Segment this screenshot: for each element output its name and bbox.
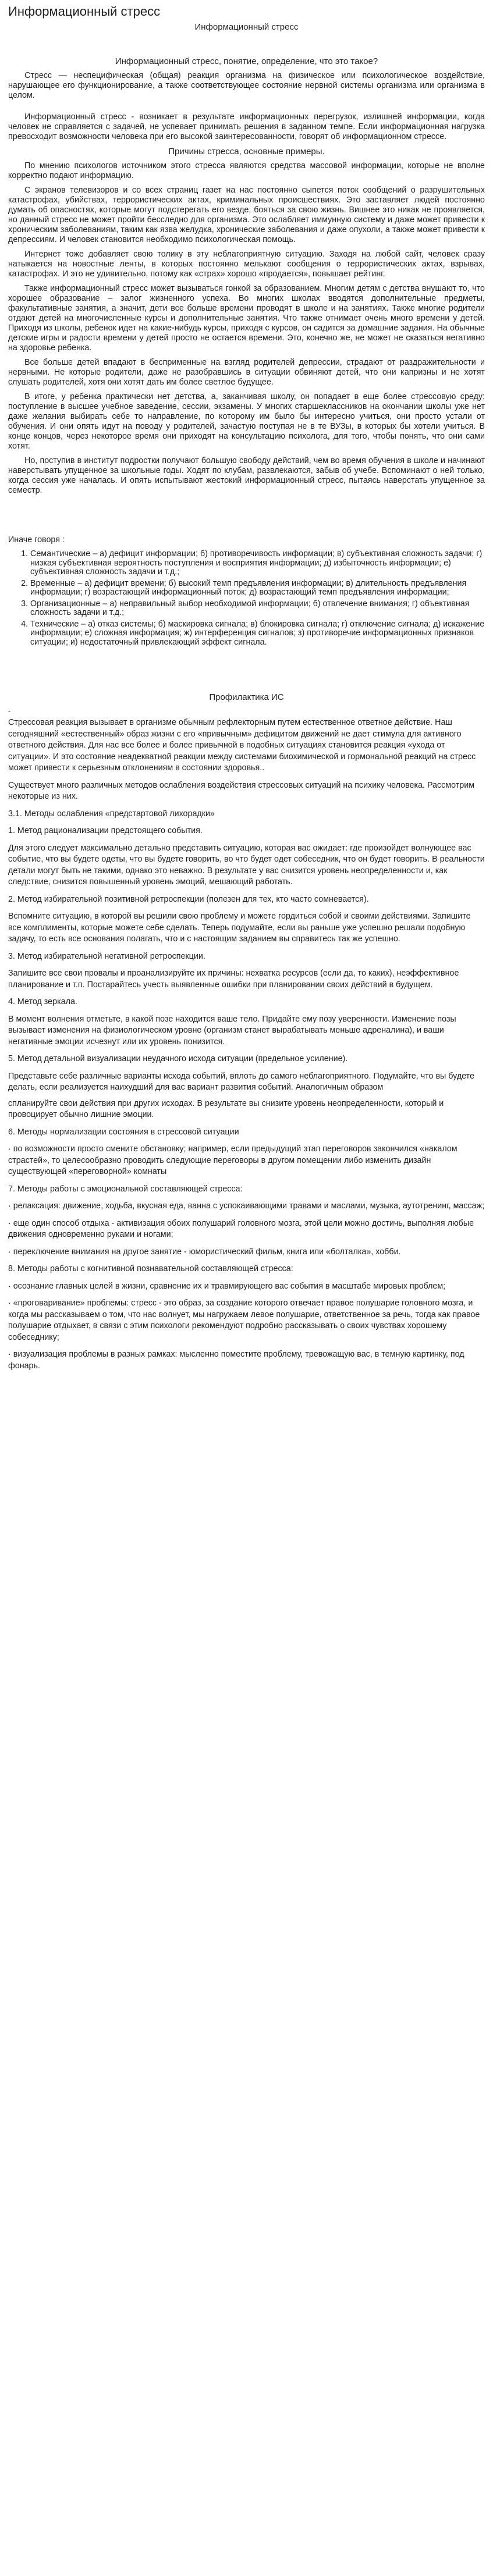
prevention-paragraph: 3.1. Методы ослабления «предстартовой лихорадки» [8,809,215,819]
prevention-paragraph: · по возможности просто смените обстановку; например, если предыдущий этап переговоров закончился «накалом страстей», то целесообразно проводить следующие переговоры в другом помещении либо изменить дизайн существующей «переговорной» комнаты [8,1144,457,1176]
prevention-paragraph: 2. Метод избирательной позитивной ретроспекции (полезен для тех, кто часто сомневается). [8,894,369,904]
prevention-paragraph: 6. Методы нормализации состояния в стрессовой ситуации [8,1127,239,1137]
list-intro: Иначе говоря : [8,535,65,545]
causes-paragraph: Интернет тоже добавляет свою толику в эту неблагоприятную ситуацию. Заходя на любой сайт, человек сразу натыкается на новостные ленты, в которых постоянно мелькают сообщения о террористических актах, взрывах, катастрофах. И это не удивительно, потому как «страх» хорошо «продается», повышает рейтинг. [8,250,485,279]
prevention-paragraph: 7. Методы работы с эмоциональной составляющей стресса: [8,1184,243,1194]
prevention-paragraph: 1. Метод рационализации предстоящего события. [8,826,203,835]
prevention-paragraph: · еще один способ отдыха - активизация обоих полушарий головного мозга, этой цели можно достичь, выполняя любые движения одновременно руками и ногами; [8,1218,474,1239]
causes-paragraph: Все больше детей впадают в бесприменные на взгляд родителей депрессии, страдают от раздражительности и нервными. Не которые родители, даже не разобравшись в ситуации обвиняют детей, что они капризны и не хотят слушать родителей, хотя они хотят дать им более светлое будущее. [8,358,485,387]
prevention-paragraph: Стрессовая реакция вызывает в организме обычным рефлекторным путем естественное ответное действие. Наш сегодняшний «естественный» образ жизни с его «привычным» дефицитом движений не дает стимула для активного ответного действия. Для нас все более и более привычной в подобных ситуациях становится реакция «ухода от ситуации». И это состояние неадекватной реакции между системами биохимической и гормональной реакций на стресс может привести к серьезным отклонениям в состоянии здоровья.. [8,718,476,773]
document [0,3,493,1372]
prevention-paragraph: 3. Метод избирательной негативной ретроспекции. [8,951,205,961]
definition-heading: Информационный стресс, понятие, определение, что это такое? [115,56,378,66]
list-item: 3. Организационные – а) неправильный выбор необходимой информации; б) отвлечение внимания; г) объективная сложность задачи и т.д.; [30,600,485,618]
prevention-paragraph: · «проговаривание» проблемы: стресс - это образ, за создание которого отвечает правое полушарие головного мозга, и когда мы рассказываем о том, что нас волнует, мы нагружаем левое полушарие, ответственное за речь, тогда как правое полушарие отдыхает, в связи с этим психологи рекомендуют подробно рассказывать о своих чувствах хорошему собеседнику; [8,1298,480,1342]
stress-factors-list [30,550,485,647]
prevention-paragraph: Представьте себе различные варианты исхода событий, вплоть до самого неблагоприятного. Подумайте, что вы будете делать, если реализуется наихудший для вас вариант развития событий. Аналогичным образом [8,1071,475,1092]
info-stress-paragraph: Информационный стресс - возникает в результате информационных перегрузок, излишней информации, когда человек не справляется с задачей, не успевает принимать решения в заданном темпе. Если информационная нагрузка превосходит возможности человека при его высокой заинтересованности, говорят об информационном стрессе. [8,112,485,141]
prevention-section [8,717,485,1372]
prevention-paragraph: · релаксация: движение, ходьба, вкусная еда, ванна с успокаивающими травами и маслами, музыка, аутотренинг, массаж; [8,1201,485,1211]
prevention-paragraph: Существует много различных методов ослабления воздействия стрессовых ситуаций на психику человека. Рассмотрим некоторые из них. [8,780,475,801]
list-item: 1. Семантические – а) дефицит информации; б) противоречивость информации; в) субъективная сложность задачи; г) низкая субъективная вероятность поступления и восприятия информации; д) избыточность информации; е) субъективная сложность задачи и т.д.; [30,550,485,577]
prevention-paragraph: Вспомните ситуацию, в которой вы решили свою проблему и можете гордиться собой и своими действиями. Запишите все комплименты, которые можете себе сделать. Теперь подумайте, если вы раньше уже успешно решали подобную задачу, то есть все основания полагать, что и с настоящим заданием вы справитесь так же успешно. [8,912,471,944]
prevention-paragraph: Для этого следует максимально детально представить ситуацию, которая вас ожидает: где произойдет волнующее вас событие, что вы будете одеты, что вы будете говорить, во что будет одет собеседник, что он будет говорить. В реальности детали могут быть не такими, однако это неважно. В результате у вас снизится уровень неопределенности и, как следствие, снизится повышенный уровень эмоций, мешающий работать. [8,843,485,887]
causes-paragraph: Но, поступив в институт подростки получают большую свободу действий, чем во время обучения в школе и начинают наверстывать упущенное за школьные годы. Ходят по клубам, развлекаются, забыв об учебе. Вспоминают о ней только, когда сессия уже началась. И опять испытывают жестокий информационный стресс, пытаясь наверстать упущенное за семестр. [8,456,485,495]
prevention-paragraph: 4. Метод зеркала. [8,997,77,1006]
prevention-paragraph: Запишите все свои провалы и проанализируйте их причины: нехватка ресурсов (если да, то каких), неэффективное планирование и т.п. Постарайтесь учесть выявленные ошибки при планировании своих действий в будущем. [8,969,459,990]
list-item: 4. Технические – а) отказ системы; б) маскировка сигнала; в) блокировка сигнала; г) отключение сигнала; д) искажение информации; е) сложная информация; ж) интерференция сигналов; з) противоречие информационных признаков ситуации; и) недостаточный привлекающий эффект сигнала. [30,620,485,647]
causes-paragraph: Также информационный стресс может вызываться гонкой за образованием. Многим детям с детства внушают то, что хорошее образование – залог жизненного успеха. Во многих школах вводятся дополнительные предметы, факультативные занятия, а значит, дети все больше времени проводят в школе и на занятиях. Также многие родители отдают детей на многочисленные курсы и дополнительные занятия. Что также отнимает очень много времени у детей. Приходя из школы, ребенок идет на какие-нибудь курсы, приходя с курсов, он садится за домашние задания. На обычные детские игры и радости времени у детей просто не остается времени. Это, конечно же, не может не сказаться негативно на здоровье ребенка. [8,284,485,353]
stray-mark: - [8,707,10,715]
prevention-heading: Профилактика ИС [209,692,284,702]
prevention-paragraph: · визуализация проблемы в разных рамках: мысленно поместите проблему, тревожащую вас, в темную картинку, под фонарь. [8,1350,464,1371]
prevention-paragraph: · осознание главных целей в жизни, сравнение их и травмирующего вас события в масштабе мировых проблем; [8,1281,446,1291]
causes-paragraph: В итоге, у ребенка практически нет детства, а, заканчивая школу, он попадает в еще более стрессовую среду: поступление в высшее учебное заведение, сессии, экзамены. У многих старшеклассников на окончании школы уже нет даже желания выбирать себе то направление, по которому им было бы интересно учиться, они просто устали от обучения. И они опять идут на поводу у родителей, зачастую поступая не в те ВУЗы, в которых бы хотели учиться. В конце концов, через некоторое время они приходят на консультацию психолога, для того, чтобы понять, что они сами хотят. [8,392,485,451]
page-subtitle: Информационный стресс [194,22,299,32]
prevention-paragraph: спланируйте свои действия при других исходах. В результате вы снизите уровень неопределенности, который и провоцирует обычно лишние эмоции. [8,1098,444,1119]
prevention-paragraph: · переключение внимания на другое занятие - юмористический фильм, книга или «болталка», хобби. [8,1247,401,1257]
causes-paragraph: По мнению психологов источником этого стресса являются средства массовой информации, которые не вполне корректно подают информацию. [8,161,485,180]
definition-paragraph: Стресс — неспецифическая (общая) реакция организма на физическое или психологическое воздействие, нарушающее его функционирование, а также соответствующее состояние нервной системы организма или организма в целом. [8,71,485,100]
list-item: 2. Временные – а) дефицит времени; б) высокий темп предъявления информации; в) длительность предъявления информации; г) возрастающий информационный поток; д) возрастающий темп предъявления информации; [30,579,485,597]
prevention-paragraph: 5. Метод детальной визуализации неудачного исхода ситуации (предельное усиление). [8,1054,348,1063]
prevention-paragraph: В момент волнения отметьте, в какой позе находится ваше тело. Придайте ему позу уверенности. Изменение позы вызывает изменения на физиологическом уровне (организм станет вырабатывать меньше адреналина), и ваши негативные эмоции исчезнут или их уровень понизится. [8,1014,456,1047]
page-title: Информационный стресс [8,4,161,19]
causes-paragraph: С экранов телевизоров и со всех страниц газет на нас постоянно сыпется поток сообщений о разрушительных катастрофах, убийствах, террористических актах, криминальных происшествиях. Это заставляет людей постоянно думать об опасностях, которые могут подстерегать его везде, бояться за свою жизнь. Вишнее это никак не проявляется, но данный стресс не может пройти бесследно для организма. Это ослабляет иммунную систему и даже может привести к хроническим заболеваниям, таким как язва желудка, хронические заболевания и даже опухоли, а также может привести к депрессиям. И человек становится необходимо психологическая помощь. [8,186,485,244]
causes-heading: Причины стресса, основные примеры. [168,147,325,156]
prevention-paragraph: 8. Методы работы с когнитивной познавательной составляющей стресса: [8,1264,293,1273]
